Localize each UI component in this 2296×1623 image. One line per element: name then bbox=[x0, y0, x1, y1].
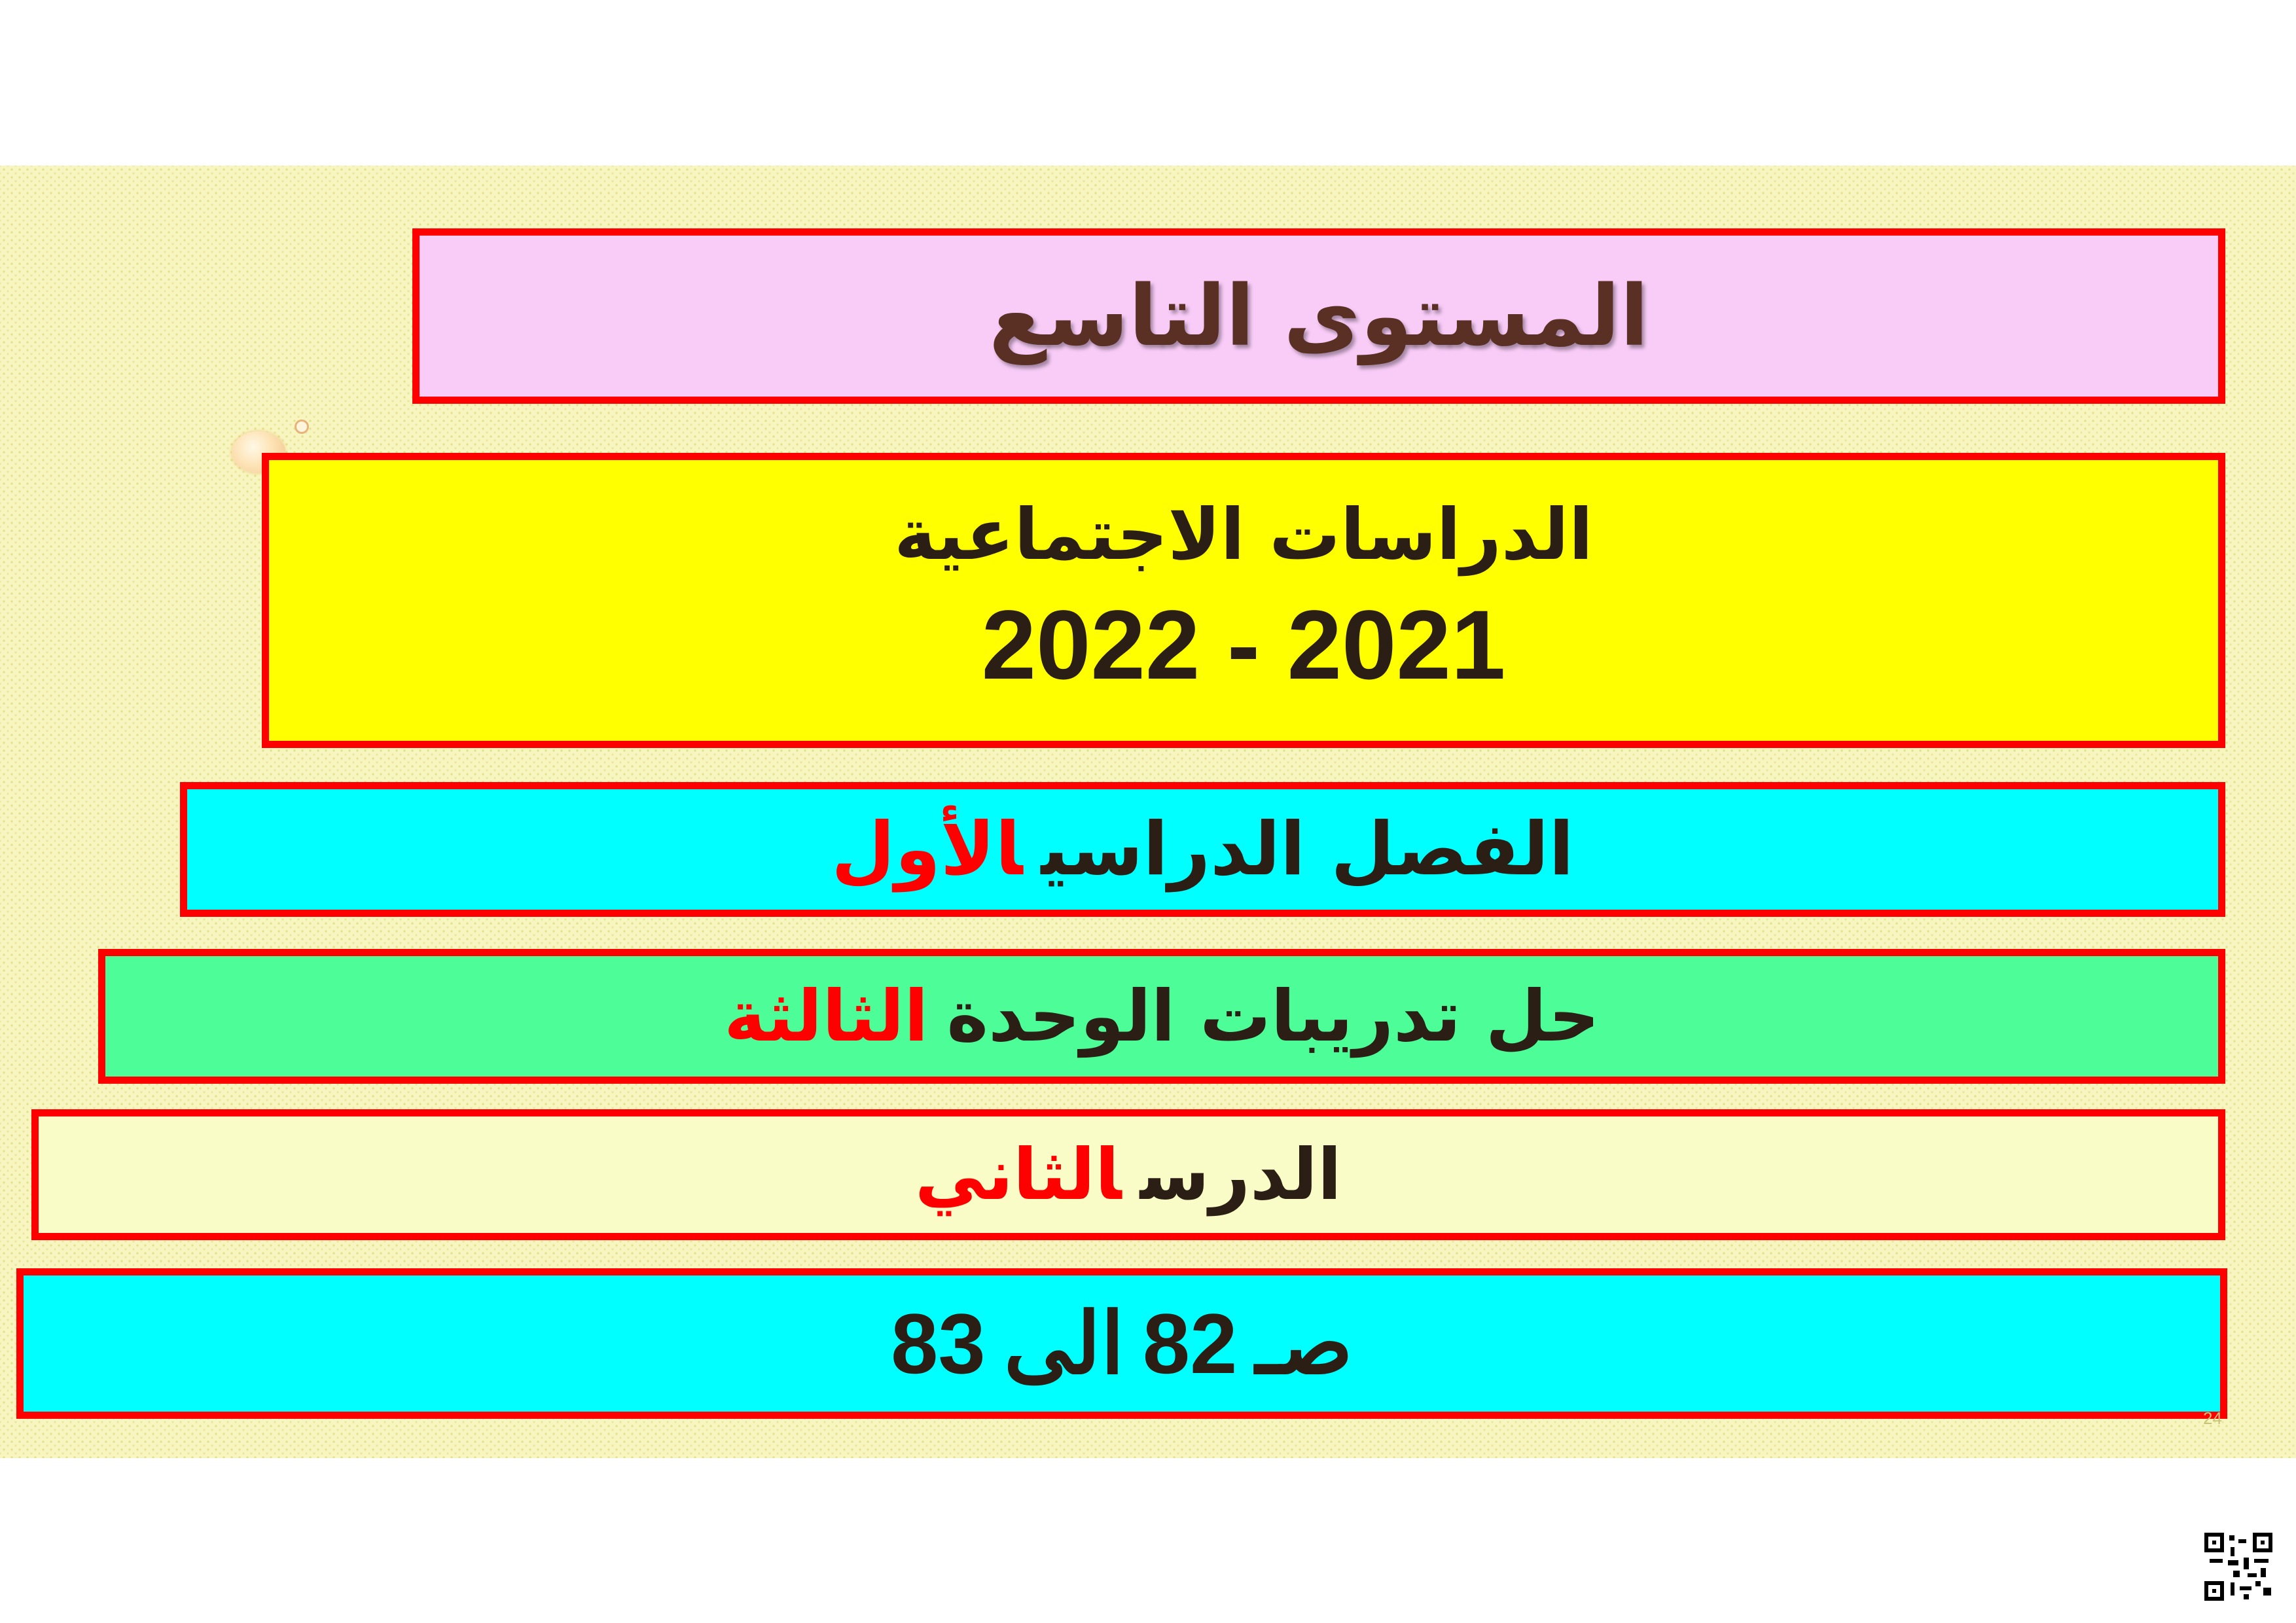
unit-highlight: الثالثة bbox=[724, 975, 929, 1058]
unit-line bbox=[715, 976, 1609, 1058]
unit-prefix: حل تدريبات الوحدة bbox=[946, 975, 1600, 1058]
pages-to: 83 bbox=[891, 1296, 986, 1391]
grade-level-box bbox=[412, 228, 2225, 404]
semester-highlight: الأول bbox=[831, 807, 1023, 892]
semester-prefix: الفصل الدراسي bbox=[1041, 807, 1574, 892]
lesson-line bbox=[906, 1134, 1351, 1216]
pages-connector: الى bbox=[1003, 1296, 1124, 1391]
academic-years: 2022 - 2021 bbox=[981, 590, 1506, 700]
pages-label: صـ bbox=[1255, 1296, 1353, 1391]
lesson-prefix: الدرس bbox=[1139, 1133, 1342, 1216]
unit-exercises-box bbox=[98, 949, 2225, 1084]
semester-box bbox=[180, 782, 2225, 917]
decorative-small-bubble bbox=[295, 419, 309, 434]
semester-line bbox=[822, 807, 1583, 892]
subject-name: الدراسات الاجتماعية bbox=[894, 494, 1593, 576]
slide-number: 24 bbox=[2203, 1408, 2222, 1428]
qr-code-icon bbox=[2204, 1533, 2272, 1601]
lesson-highlight: الثاني bbox=[915, 1133, 1122, 1216]
pages-box bbox=[16, 1268, 2227, 1419]
pages-from: 82 bbox=[1142, 1296, 1238, 1391]
lesson-box bbox=[31, 1109, 2225, 1240]
grade-level-text: المستوى التاسع bbox=[989, 267, 1649, 365]
pages-line bbox=[882, 1294, 1362, 1393]
subject-box bbox=[262, 453, 2225, 748]
